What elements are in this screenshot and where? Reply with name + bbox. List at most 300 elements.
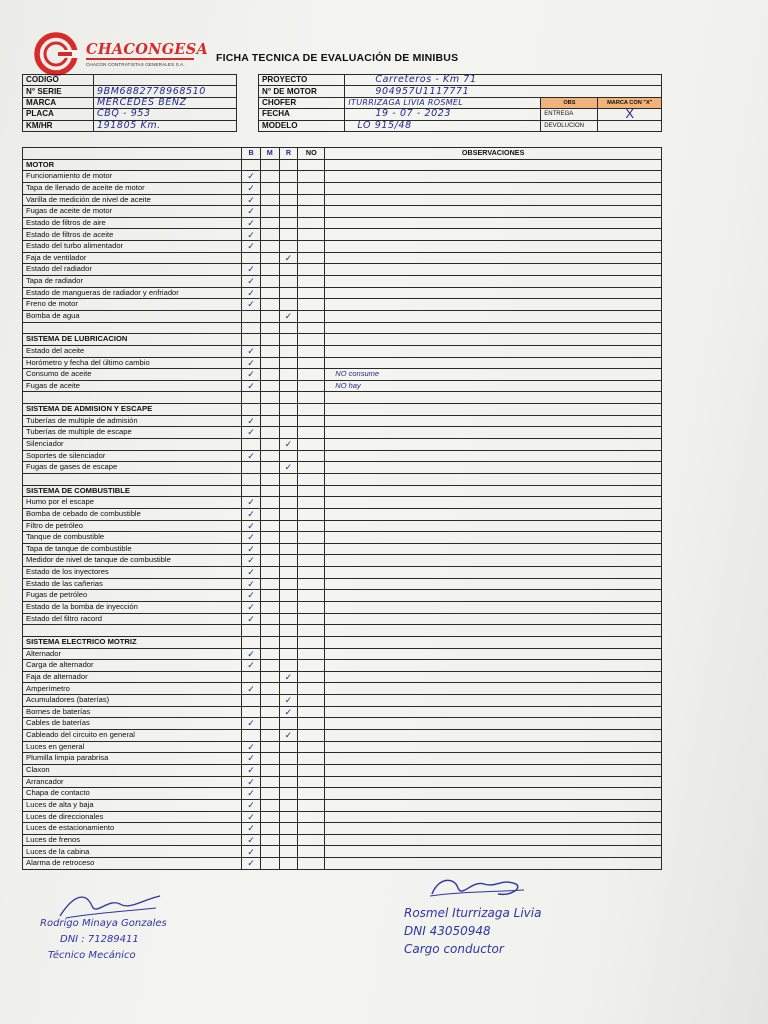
mark-m-cell xyxy=(260,497,279,509)
empty-cell xyxy=(242,473,261,485)
section-title: SISTEMA DE LUBRICACION xyxy=(23,334,242,346)
empty-cell xyxy=(325,485,662,497)
mark-r-cell xyxy=(279,415,298,427)
mark-b-cell: ✓ xyxy=(242,532,261,544)
mark-m-cell xyxy=(260,834,279,846)
mark-r-cell xyxy=(279,299,298,311)
mark-m-cell xyxy=(260,276,279,288)
checklist-row xyxy=(23,264,662,276)
mark-r-cell xyxy=(279,590,298,602)
inspection-checklist xyxy=(22,147,662,870)
observation-cell: NO hay xyxy=(325,380,662,392)
checklist-row xyxy=(23,462,662,474)
mark-no-cell xyxy=(298,194,325,206)
devolucion-label: DEVOLUCION xyxy=(541,120,598,131)
mark-r-cell: ✓ xyxy=(279,730,298,742)
mark-b-cell: ✓ xyxy=(242,287,261,299)
mark-m-cell xyxy=(260,741,279,753)
mark-m-cell xyxy=(260,788,279,800)
mark-r-cell xyxy=(279,229,298,241)
info-value: 191805 Km. xyxy=(94,120,237,131)
mark-no-cell xyxy=(298,415,325,427)
mark-r-cell xyxy=(279,764,298,776)
empty-cell xyxy=(242,159,261,171)
section-title: SISTEMA DE ADMISION Y ESCAPE xyxy=(23,404,242,416)
company-logo-icon xyxy=(34,30,82,78)
observation-cell xyxy=(325,648,662,660)
empty-cell xyxy=(298,159,325,171)
mark-r-cell xyxy=(279,741,298,753)
checklist-row xyxy=(23,811,662,823)
mark-no-cell xyxy=(298,578,325,590)
checklist-row xyxy=(23,171,662,183)
mark-m-cell xyxy=(260,194,279,206)
empty-cell xyxy=(260,636,279,648)
mark-b-cell: ✓ xyxy=(242,555,261,567)
info-label: FECHA xyxy=(259,109,345,120)
mark-m-cell xyxy=(260,764,279,776)
empty-cell xyxy=(279,159,298,171)
observation-cell xyxy=(325,811,662,823)
checklist-row xyxy=(23,799,662,811)
empty-cell xyxy=(325,404,662,416)
mark-b-cell: ✓ xyxy=(242,171,261,183)
mark-r-cell xyxy=(279,427,298,439)
empty-cell xyxy=(260,473,279,485)
observation-cell xyxy=(325,706,662,718)
mark-no-cell xyxy=(298,555,325,567)
item-label: Silenciador xyxy=(23,439,242,451)
mark-no-cell xyxy=(298,858,325,870)
mark-m-cell xyxy=(260,753,279,765)
mark-b-cell xyxy=(242,462,261,474)
mark-no-cell xyxy=(298,508,325,520)
checklist-row xyxy=(23,555,662,567)
mark-b-cell: ✓ xyxy=(242,648,261,660)
driver-dni: DNI 43050948 xyxy=(404,924,491,938)
mark-m-cell xyxy=(260,718,279,730)
mark-no-cell xyxy=(298,369,325,381)
mark-b-cell: ✓ xyxy=(242,241,261,253)
mark-m-cell xyxy=(260,287,279,299)
checklist-row xyxy=(23,520,662,532)
item-label: Consumo de aceite xyxy=(23,369,242,381)
empty-cell xyxy=(260,334,279,346)
mark-b-cell: ✓ xyxy=(242,206,261,218)
mark-r-cell xyxy=(279,450,298,462)
mark-r-cell: ✓ xyxy=(279,671,298,683)
mark-r-cell: ✓ xyxy=(279,462,298,474)
checklist-row xyxy=(23,543,662,555)
mark-no-cell xyxy=(298,753,325,765)
checklist-header-row xyxy=(23,148,662,160)
observation-cell xyxy=(325,601,662,613)
technician-dni: DNI : 71289411 xyxy=(60,934,139,945)
item-label: Medidor de nivel de tanque de combustible xyxy=(23,555,242,567)
checklist-row xyxy=(23,241,662,253)
info-label: MARCA xyxy=(23,97,94,108)
item-label: Luces en general xyxy=(23,741,242,753)
info-value: LO 915/48 xyxy=(345,120,541,131)
item-label: Tuberías de multiple de admisión xyxy=(23,415,242,427)
empty-cell xyxy=(242,322,261,334)
checklist-row xyxy=(23,741,662,753)
empty-cell xyxy=(298,392,325,404)
mark-m-cell xyxy=(260,543,279,555)
mark-r-cell xyxy=(279,567,298,579)
mark-r-cell xyxy=(279,858,298,870)
mark-no-cell xyxy=(298,206,325,218)
mark-m-cell xyxy=(260,252,279,264)
mark-r-cell xyxy=(279,276,298,288)
mark-m-cell xyxy=(260,462,279,474)
checklist-row xyxy=(23,753,662,765)
checklist-row xyxy=(23,497,662,509)
mark-b-cell: ✓ xyxy=(242,764,261,776)
mark-b-cell xyxy=(242,671,261,683)
empty-cell xyxy=(23,322,242,334)
section-row xyxy=(23,334,662,346)
item-label: Soportes de silenciador xyxy=(23,450,242,462)
mark-m-cell xyxy=(260,567,279,579)
item-label: Estado de filtros de aire xyxy=(23,217,242,229)
checklist-row xyxy=(23,613,662,625)
mark-b-cell: ✓ xyxy=(242,217,261,229)
observation-cell xyxy=(325,299,662,311)
item-label: Estado de filtros de aceite xyxy=(23,229,242,241)
item-label: Horómetro y fecha del último cambio xyxy=(23,357,242,369)
item-label: Bornes de baterías xyxy=(23,706,242,718)
vehicle-info-table xyxy=(22,74,237,132)
mark-b-cell: ✓ xyxy=(242,276,261,288)
checklist-row xyxy=(23,287,662,299)
mark-m-cell xyxy=(260,613,279,625)
checklist-row xyxy=(23,718,662,730)
checklist-row xyxy=(23,182,662,194)
info-row xyxy=(259,86,662,97)
checklist-row xyxy=(23,858,662,870)
checklist-row xyxy=(23,578,662,590)
checklist-row xyxy=(23,776,662,788)
item-label: Fugas de petróleo xyxy=(23,590,242,602)
mark-r-cell xyxy=(279,357,298,369)
observation-cell xyxy=(325,753,662,765)
mark-b-cell: ✓ xyxy=(242,601,261,613)
item-label: Bomba de cebado de combustible xyxy=(23,508,242,520)
section-title: SISTEMA ELECTRICO MOTRIZ xyxy=(23,636,242,648)
item-label: Amperímetro xyxy=(23,683,242,695)
section-title: MOTOR xyxy=(23,159,242,171)
observation-cell: NO consume xyxy=(325,369,662,381)
observation-cell xyxy=(325,543,662,555)
info-row xyxy=(23,86,237,97)
mark-b-cell: ✓ xyxy=(242,741,261,753)
mark-b-cell: ✓ xyxy=(242,776,261,788)
empty-cell xyxy=(279,334,298,346)
mark-no-cell xyxy=(298,730,325,742)
item-label: Bomba de agua xyxy=(23,310,242,322)
mark-m-cell xyxy=(260,823,279,835)
mark-r-cell xyxy=(279,799,298,811)
item-label: Tuberías de multiple de escape xyxy=(23,427,242,439)
mark-b-cell: ✓ xyxy=(242,450,261,462)
checklist-row xyxy=(23,671,662,683)
document-title: FICHA TECNICA DE EVALUACIÓN DE MINIBUS xyxy=(216,52,459,64)
mark-b-cell: ✓ xyxy=(242,718,261,730)
mark-b-cell: ✓ xyxy=(242,846,261,858)
obs-header: OBS xyxy=(541,97,598,108)
mark-m-cell xyxy=(260,310,279,322)
item-label: Fugas de aceite de motor xyxy=(23,206,242,218)
observation-cell xyxy=(325,718,662,730)
mark-r-cell: ✓ xyxy=(279,706,298,718)
mark-r-cell xyxy=(279,834,298,846)
checklist-row xyxy=(23,788,662,800)
checklist-row xyxy=(23,532,662,544)
mark-no-cell xyxy=(298,613,325,625)
mark-m-cell xyxy=(260,264,279,276)
checklist-row xyxy=(23,660,662,672)
item-label: Tanque de combustible xyxy=(23,532,242,544)
driver-role: Cargo conductor xyxy=(404,942,504,956)
item-label: Varilla de medición de nivel de aceite xyxy=(23,194,242,206)
mark-no-cell xyxy=(298,671,325,683)
observation-cell xyxy=(325,450,662,462)
column-obs-header: OBSERVACIONES xyxy=(325,148,662,160)
observation-cell xyxy=(325,799,662,811)
mark-no-cell xyxy=(298,450,325,462)
item-label: Chapa de contacto xyxy=(23,788,242,800)
observation-cell xyxy=(325,730,662,742)
mark-r-cell xyxy=(279,578,298,590)
checklist-row xyxy=(23,601,662,613)
spacer-row xyxy=(23,392,662,404)
info-row xyxy=(259,75,662,86)
entrega-label: ENTREGA xyxy=(541,109,598,120)
mark-no-cell xyxy=(298,229,325,241)
empty-cell xyxy=(298,636,325,648)
mark-b-cell: ✓ xyxy=(242,823,261,835)
mark-m-cell xyxy=(260,520,279,532)
item-label: Claxon xyxy=(23,764,242,776)
mark-no-cell xyxy=(298,543,325,555)
empty-cell xyxy=(325,473,662,485)
observation-cell xyxy=(325,695,662,707)
mark-r-cell xyxy=(279,776,298,788)
observation-cell xyxy=(325,241,662,253)
mark-no-cell xyxy=(298,683,325,695)
mark-b-cell: ✓ xyxy=(242,415,261,427)
entrega-mark: X xyxy=(598,109,662,120)
technician-name: Rodrigo Minaya Gonzales xyxy=(40,918,167,929)
observation-cell xyxy=(325,217,662,229)
mark-m-cell xyxy=(260,439,279,451)
mark-r-cell xyxy=(279,287,298,299)
empty-cell xyxy=(298,485,325,497)
item-label: Alternador xyxy=(23,648,242,660)
mark-no-cell xyxy=(298,788,325,800)
observation-cell xyxy=(325,194,662,206)
section-title: SISTEMA DE COMBUSTIBLE xyxy=(23,485,242,497)
mark-no-cell xyxy=(298,520,325,532)
mark-m-cell xyxy=(260,858,279,870)
observation-cell xyxy=(325,788,662,800)
empty-cell xyxy=(298,334,325,346)
mark-r-cell: ✓ xyxy=(279,695,298,707)
item-label: Luces de direccionales xyxy=(23,811,242,823)
info-label: KM/HR xyxy=(23,120,94,131)
mark-b-cell xyxy=(242,439,261,451)
mark-m-cell xyxy=(260,811,279,823)
observation-cell xyxy=(325,171,662,183)
mark-m-cell xyxy=(260,415,279,427)
mark-m-cell xyxy=(260,660,279,672)
observation-cell xyxy=(325,276,662,288)
mark-b-cell: ✓ xyxy=(242,613,261,625)
mark-b-cell: ✓ xyxy=(242,357,261,369)
mark-b-cell xyxy=(242,706,261,718)
item-label: Luces de frenos xyxy=(23,834,242,846)
item-label: Cableado del circuito en general xyxy=(23,730,242,742)
spacer-row xyxy=(23,625,662,637)
mark-no-cell xyxy=(298,264,325,276)
mark-r-cell xyxy=(279,217,298,229)
empty-cell xyxy=(325,392,662,404)
item-label: Estado del turbo alimentador xyxy=(23,241,242,253)
checklist-row xyxy=(23,369,662,381)
mark-no-cell xyxy=(298,345,325,357)
brand-underline xyxy=(86,58,194,60)
mark-no-cell xyxy=(298,601,325,613)
empty-cell xyxy=(325,334,662,346)
observation-cell xyxy=(325,439,662,451)
observation-cell xyxy=(325,776,662,788)
mark-r-cell xyxy=(279,508,298,520)
mark-no-cell xyxy=(298,695,325,707)
mark-b-cell xyxy=(242,252,261,264)
item-label: Estado del radiador xyxy=(23,264,242,276)
technician-role: Técnico Mecánico xyxy=(48,950,136,961)
info-label: N° SERIE xyxy=(23,86,94,97)
spacer-row xyxy=(23,322,662,334)
info-value: CBQ - 953 xyxy=(94,109,237,120)
empty-cell xyxy=(279,404,298,416)
company-subtitle: CHACON CONTRATISTAS GENERALES S.A. xyxy=(86,62,185,67)
checklist-row xyxy=(23,648,662,660)
observation-cell xyxy=(325,660,662,672)
item-label: Funcionamiento de motor xyxy=(23,171,242,183)
mark-m-cell xyxy=(260,648,279,660)
item-label: Plumilla limpia parabrisa xyxy=(23,753,242,765)
item-label: Estado de las cañerias xyxy=(23,578,242,590)
empty-cell xyxy=(23,392,242,404)
item-label: Tapa de tanque de combustible xyxy=(23,543,242,555)
empty-cell xyxy=(260,392,279,404)
empty-cell xyxy=(325,322,662,334)
spacer-row xyxy=(23,473,662,485)
item-label: Estado de mangueras de radiador y enfriador xyxy=(23,287,242,299)
info-row xyxy=(23,109,237,120)
mark-no-cell xyxy=(298,427,325,439)
mark-no-cell xyxy=(298,497,325,509)
checklist-row xyxy=(23,834,662,846)
empty-cell xyxy=(23,625,242,637)
observation-cell xyxy=(325,683,662,695)
mark-no-cell xyxy=(298,182,325,194)
observation-cell xyxy=(325,229,662,241)
item-label: Humo por el escape xyxy=(23,497,242,509)
empty-cell xyxy=(242,404,261,416)
info-row xyxy=(23,97,237,108)
mark-r-cell xyxy=(279,264,298,276)
observation-cell xyxy=(325,846,662,858)
mark-m-cell xyxy=(260,299,279,311)
mark-no-cell xyxy=(298,439,325,451)
info-label: N° DE MOTOR xyxy=(259,86,345,97)
observation-cell xyxy=(325,310,662,322)
mark-b-cell: ✓ xyxy=(242,543,261,555)
mark-b-cell: ✓ xyxy=(242,427,261,439)
mark-r-cell xyxy=(279,345,298,357)
section-row xyxy=(23,636,662,648)
item-label: Estado de la bomba de inyección xyxy=(23,601,242,613)
mark-m-cell xyxy=(260,217,279,229)
observation-cell xyxy=(325,764,662,776)
observation-cell xyxy=(325,613,662,625)
mark-b-cell: ✓ xyxy=(242,264,261,276)
item-label: Fugas de gases de escape xyxy=(23,462,242,474)
empty-cell xyxy=(279,636,298,648)
empty-cell xyxy=(242,334,261,346)
empty-cell xyxy=(279,473,298,485)
empty-cell xyxy=(279,392,298,404)
info-label: CODIGO xyxy=(23,75,94,86)
info-value xyxy=(94,75,237,86)
mark-no-cell xyxy=(298,811,325,823)
empty-cell xyxy=(260,404,279,416)
empty-cell xyxy=(325,636,662,648)
mark-m-cell xyxy=(260,241,279,253)
item-label: Filtro de petróleo xyxy=(23,520,242,532)
empty-cell xyxy=(23,473,242,485)
checklist-row xyxy=(23,299,662,311)
mark-no-cell xyxy=(298,718,325,730)
checklist-row xyxy=(23,846,662,858)
observation-cell xyxy=(325,427,662,439)
checklist-row xyxy=(23,450,662,462)
mark-b-cell xyxy=(242,310,261,322)
company-name: CHACONGESA xyxy=(86,41,209,58)
mark-m-cell xyxy=(260,229,279,241)
mark-r-cell xyxy=(279,683,298,695)
mark-no-cell xyxy=(298,590,325,602)
empty-cell xyxy=(260,625,279,637)
empty-cell xyxy=(325,625,662,637)
item-label: Luces de la cabina xyxy=(23,846,242,858)
mark-m-cell xyxy=(260,450,279,462)
observation-cell xyxy=(325,345,662,357)
mark-b-cell: ✓ xyxy=(242,345,261,357)
info-label: CHOFER xyxy=(259,97,345,108)
checklist-row xyxy=(23,276,662,288)
mark-b-cell: ✓ xyxy=(242,194,261,206)
item-label: Fugas de aceite xyxy=(23,380,242,392)
observation-cell xyxy=(325,287,662,299)
info-value: 904957U1117771 xyxy=(345,86,662,97)
info-row xyxy=(259,120,662,131)
observation-cell xyxy=(325,357,662,369)
mark-b-cell xyxy=(242,695,261,707)
